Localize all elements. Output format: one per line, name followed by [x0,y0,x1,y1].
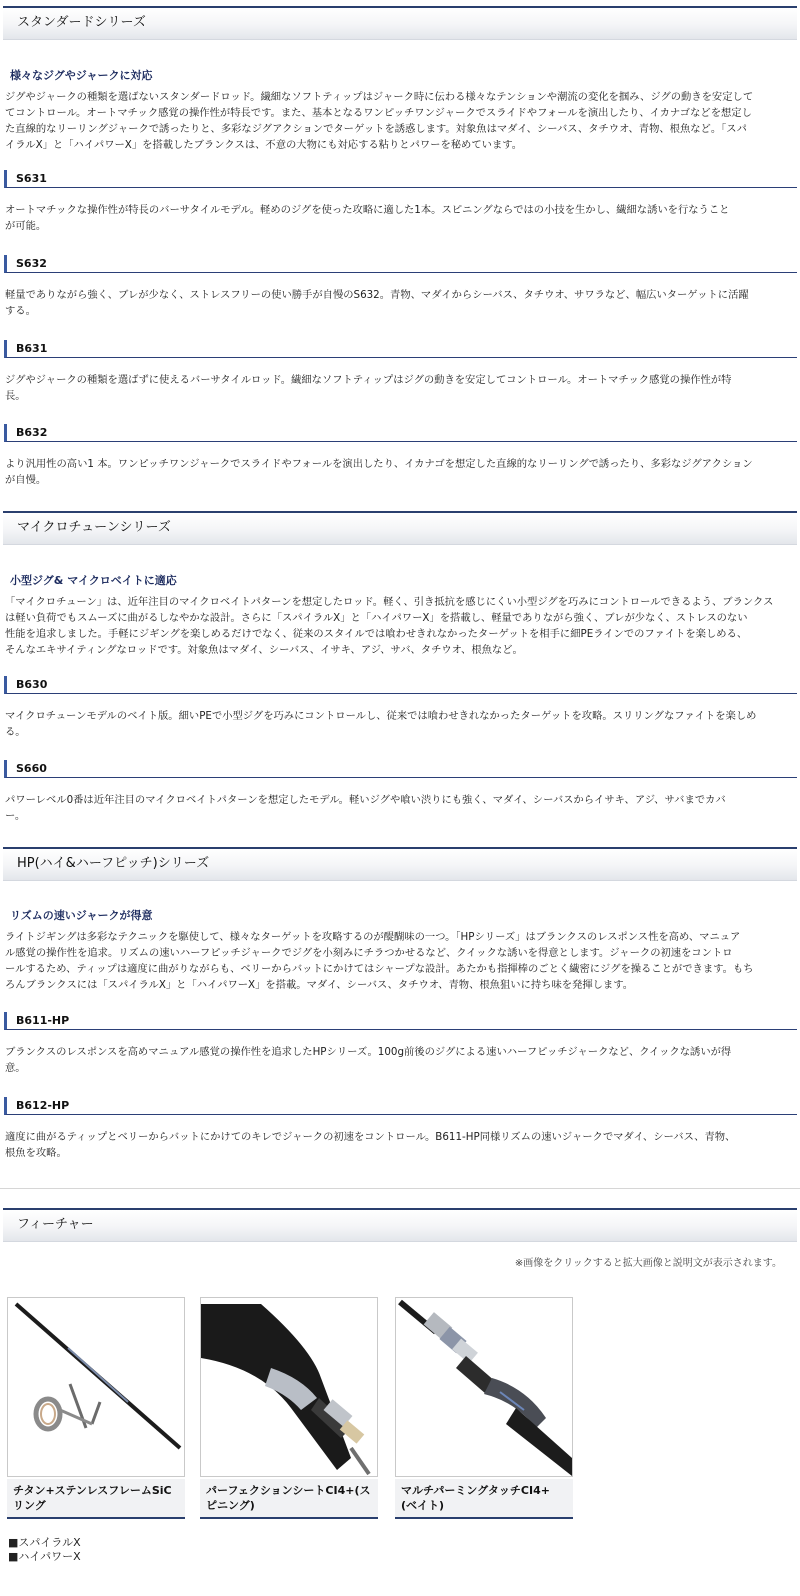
reel-seat-bait-image [396,1298,572,1476]
feature-image-bait-seat[interactable] [395,1297,573,1477]
section-divider [0,1188,800,1189]
feature-caption-spinning-seat-text: パーフェクションシートCI4+(ス ピニング) [206,1484,371,1512]
model-desc-b632: より汎用性の高い1 本。ワンピッチワンジャークでスライドやフォールを演出したり、イカナゴを想定した直線的なリーリングで誘ったり、多彩なジグアクション が自慢。 [5,458,753,486]
micro-lead: 小型ジグ& マイクロベイトに適応 [10,574,177,587]
micro-series-header: マイクロチューンシリーズ [3,511,797,545]
model-heading-b632: B632 [4,424,797,442]
hp-series-header: HP(ハイ&ハーフピッチ)シリーズ [3,847,797,881]
standard-intro: ジグやジャークの種類を選ばないスタンダードロッド。繊細なソフトティップはジャーク時に伝わる様々なテンションや潮流の変化を掴み、ジグの動きを安定して てコントロール。オートマチック感覚の操作性が特長です。また、基本となるワンピッチワンジャークでスライドやフォールを演出したり、イカナゴなどを想定し た直線的なリーリングジャークで誘ったりと、多彩なジグアクションでターゲットを誘惑します。対象魚はマダイ、シーバス、タチウオ、青物、根魚など。「スパ イラルX」と「ハイパワーX」を搭載したブランクスは、不意の大物にも対応する粘りとパワーを秘めています。 [5,91,754,151]
feature-image-spinning-seat[interactable] [200,1297,378,1477]
feature-caption-bait-seat[interactable] [395,1479,573,1519]
model-desc-b630: マイクロチューンモデルのベイト版。細いPEで小型ジグを巧みにコントロールし、従来では喰わせきれなかったターゲットを攻略。スリリングなファイトを楽しめ る。 [5,710,757,738]
rod-guide-ring-image [8,1298,184,1476]
reel-seat-spinning-image [201,1298,377,1476]
model-desc-s631: オートマチックな操作性が特長のバーサタイルモデル。軽めのジグを使った攻略に適した1本。スピニングならではの小技を生かし、繊細な誘いを行なうこと が可能。 [5,204,730,232]
feature-caption-ring[interactable] [7,1479,185,1519]
model-desc-s632: 軽量でありながら強く、ブレが少なく、ストレスフリーの使い勝手が自慢のS632。青物、マダイからシーバス、タチウオ、サワラなど、幅広いターゲットに活躍 する。 [5,289,749,317]
click-note: ※画像をクリックすると拡大画像と説明文が表示されます。 [514,1258,782,1269]
standard-series-header: スタンダードシリーズ [3,6,797,40]
hp-lead: リズムの速いジャークが得意 [10,909,153,922]
legend-high-power-x: ■ハイパワーX [8,1550,81,1563]
feature-image-ring[interactable] [7,1297,185,1477]
model-desc-b612-hp: 適度に曲がるティップとベリーからバットにかけてのキレでジャークの初速をコントロール。B611-HP同様リズムの速いジャークでマダイ、シーバス、青物、 根魚を攻略。 [5,1131,736,1159]
model-heading-b630: B630 [4,676,797,694]
feature-caption-ring-text: チタン+ステンレスフレームSiC リング [13,1484,172,1512]
feature-caption-bait-seat-text: マルチパーミングタッチCI4+ (ベイト) [401,1484,550,1512]
model-desc-b631: ジグやジャークの種類を選ばずに使えるバーサタイルロッド。繊細なソフトティップはジグの動きを安定してコントロール。オートマチック感覚の操作性が特 長。 [5,374,732,402]
model-heading-b612-hp: B612-HP [4,1097,797,1115]
model-heading-b631: B631 [4,340,797,358]
model-heading-b611-hp: B611-HP [4,1012,797,1030]
micro-intro: 「マイクロチューン」は、近年注目のマイクロベイトパターンを想定したロッド。軽く、引き抵抗を感じにくい小型ジグを巧みにコントロールできるよう、ブランクス は軽い負荷でもスムーズに曲がるしなやかな設計。さらに「スパイラルX」と「ハイパワーX」を搭載し、軽量でありながら強く、ブレが少なく、ストレスのない 性能を追求しました。手軽にジギングを楽しめるだけでなく、従来のスタイルでは喰わせきれなかったターゲットを相手に細PEラインでのファイトを楽しめる、 そんなエキサイティングなロッドです。対象魚はマダイ、シーバス、イサキ、アジ、サバ、タチウオ、根魚など。 [5,596,774,656]
hp-intro: ライトジギングは多彩なテクニックを駆使して、様々なターゲットを攻略するのが醍醐味の一つ。「HPシリーズ」はブランクスのレスポンス性を高め、マニュア ル感覚の操作性を追求。リズムの速いハーフピッチジャークでジグを小刻みにチラつかせるなど、クイックな誘いを得意とします。ジャークの初速をコントロ ールするため、ティップは適度に曲がりながらも、ベリーからバットにかけてはシャープな設計。あたかも指揮棒のごとく繊密にジグを操ることができます。もち ろんブランクスには「スパイラルX」と「ハイパワーX」を搭載。マダイ、シーバス、タチウオ、青物、根魚狙いに持ち味を発揮します。 [5,931,754,991]
model-desc-b611-hp: ブランクスのレスポンスを高めマニュアル感覚の操作性を追求したHPシリーズ。100g前後のジグによる速いハーフピッチジャークなど、クイックな誘いが得 意。 [5,1046,732,1074]
feature-caption-spinning-seat[interactable] [200,1479,378,1519]
model-heading-s631: S631 [4,170,797,188]
model-heading-s632: S632 [4,255,797,273]
legend-spiral-x: ■スパイラルX [8,1536,81,1549]
model-heading-s660: S660 [4,760,797,778]
standard-lead: 様々なジグやジャークに対応 [10,69,153,82]
model-desc-s660: パワーレベル0番は近年注目のマイクロベイトパターンを想定したモデル。軽いジグや喰い渋りにも強く、マダイ、シーバスからイサキ、アジ、サバまでカバ ー。 [5,794,726,822]
features-header: フィーチャー [3,1208,797,1242]
